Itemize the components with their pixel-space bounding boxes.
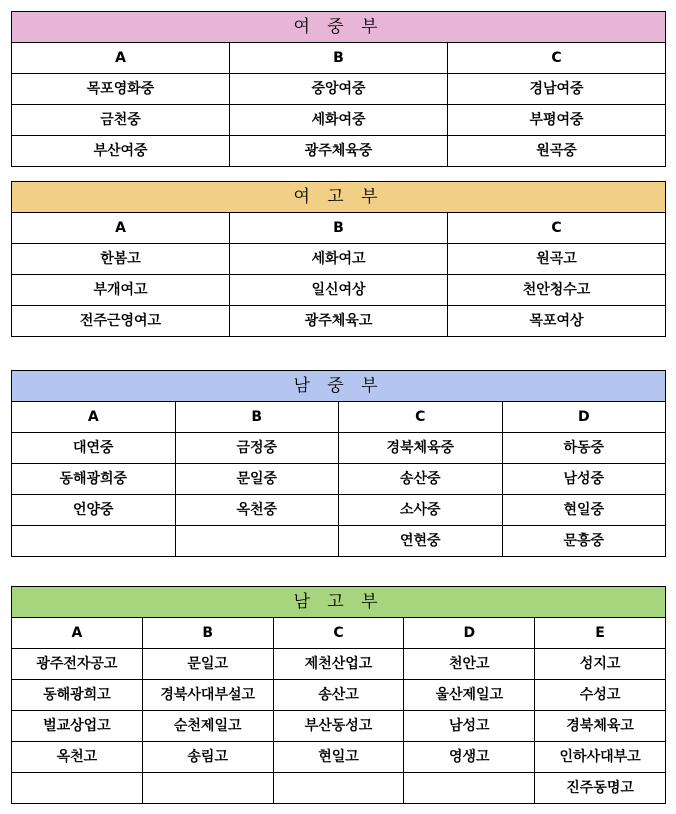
column-header: B [230,43,448,74]
team-cell: 천안고 [404,649,535,680]
team-cell: 경북사대부설고 [142,680,273,711]
team-cell: 옥천중 [175,495,339,526]
column-header: E [535,618,666,649]
mens-high-table [11,586,666,804]
team-cell: 광주체육고 [230,306,448,337]
team-cell [404,773,535,804]
team-cell: 문일고 [142,649,273,680]
team-cell: 경북체육고 [535,711,666,742]
team-cell: 세화여중 [230,105,448,136]
table-row [12,464,666,495]
team-cell: 송산중 [339,464,503,495]
team-cell [12,526,176,557]
team-cell: 영생고 [404,742,535,773]
team-cell: 언양중 [12,495,176,526]
team-cell: 옥천고 [12,742,143,773]
group-title: 여 고 부 [12,182,666,213]
team-cell: 하동중 [502,433,666,464]
column-header: C [448,213,666,244]
column-header: B [175,402,339,433]
table-row [12,773,666,804]
team-cell [175,526,339,557]
womens-high-table [11,181,666,337]
team-cell: 소사중 [339,495,503,526]
table-row [12,306,666,337]
table-row [12,742,666,773]
column-header: B [142,618,273,649]
team-cell: 문일중 [175,464,339,495]
team-cell: 목포여상 [448,306,666,337]
team-cell: 송림고 [142,742,273,773]
table-row [12,526,666,557]
table-row [12,433,666,464]
team-cell: 순천제일고 [142,711,273,742]
team-cell: 전주근영여고 [12,306,230,337]
team-cell: 남성중 [502,464,666,495]
column-header: C [273,618,404,649]
team-cell: 천안청수고 [448,275,666,306]
table-row [12,680,666,711]
team-cell [273,773,404,804]
column-header: C [339,402,503,433]
team-cell: 광주체육중 [230,136,448,167]
team-cell: 금정중 [175,433,339,464]
mens-middle-table [11,370,666,557]
team-cell: 송산고 [273,680,404,711]
team-cell [12,773,143,804]
column-header: A [12,43,230,74]
team-cell: 일신여상 [230,275,448,306]
team-cell: 부산동성고 [273,711,404,742]
team-cell: 제천산업고 [273,649,404,680]
table-row [12,275,666,306]
team-cell: 수성고 [535,680,666,711]
column-header: A [12,213,230,244]
team-cell: 중앙여중 [230,74,448,105]
team-cell: 광주전자공고 [12,649,143,680]
table-row [12,74,666,105]
team-cell: 현일고 [273,742,404,773]
column-header: B [230,213,448,244]
group-title: 남 고 부 [12,587,666,618]
team-cell: 남성고 [404,711,535,742]
team-cell: 부산여중 [12,136,230,167]
table-row [12,711,666,742]
column-header: A [12,402,176,433]
team-cell [142,773,273,804]
team-cell: 동해광희고 [12,680,143,711]
team-cell: 울산제일고 [404,680,535,711]
column-header: D [404,618,535,649]
group-title: 여 중 부 [12,12,666,43]
table-row [12,244,666,275]
team-cell: 대연중 [12,433,176,464]
team-cell: 현일중 [502,495,666,526]
team-cell: 목포영화중 [12,74,230,105]
group-title: 남 중 부 [12,371,666,402]
team-cell: 인하사대부고 [535,742,666,773]
team-cell: 벌교상업고 [12,711,143,742]
team-cell: 원곡고 [448,244,666,275]
team-cell: 부개여고 [12,275,230,306]
team-cell: 경남여중 [448,74,666,105]
column-header: D [502,402,666,433]
team-cell: 진주동명고 [535,773,666,804]
team-cell: 한봄고 [12,244,230,275]
team-cell: 문흥중 [502,526,666,557]
team-cell: 금천중 [12,105,230,136]
table-row [12,649,666,680]
table-row [12,136,666,167]
team-cell: 동해광희중 [12,464,176,495]
column-header: A [12,618,143,649]
team-cell: 연현중 [339,526,503,557]
column-header: C [448,43,666,74]
team-cell: 성지고 [535,649,666,680]
womens-middle-table [11,11,666,167]
team-cell: 부평여중 [448,105,666,136]
table-row [12,495,666,526]
table-row [12,105,666,136]
team-cell: 경북체육중 [339,433,503,464]
team-cell: 세화여고 [230,244,448,275]
team-cell: 원곡중 [448,136,666,167]
